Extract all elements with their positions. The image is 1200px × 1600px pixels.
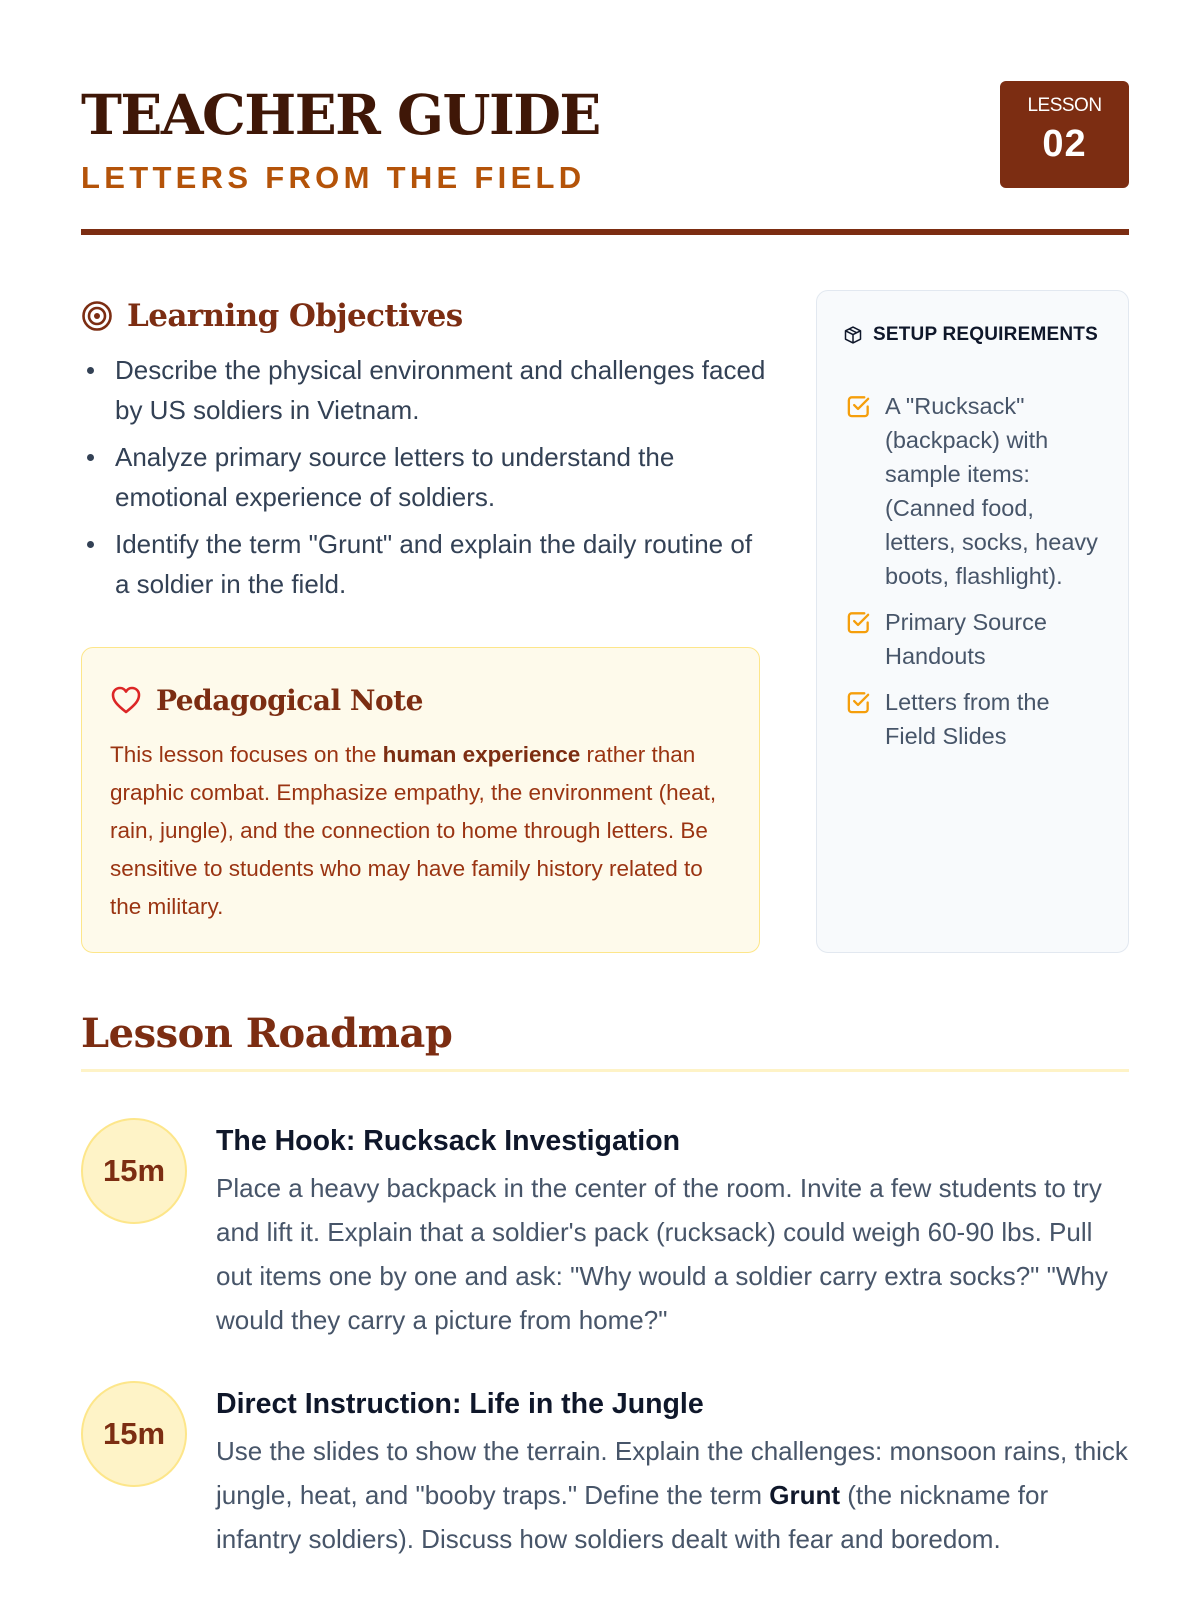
pedagogical-note-card — [81, 647, 760, 953]
step-title: The Hook: Rucksack Investigation — [216, 1125, 681, 1157]
heart-icon — [110, 684, 142, 716]
objectives-list — [81, 350, 771, 611]
setup-heading — [843, 321, 1098, 348]
target-icon — [81, 300, 113, 332]
lesson-badge — [1000, 81, 1129, 188]
step-desc-bold: Grunt — [769, 1480, 841, 1510]
page-subtitle: LETTERS FROM THE FIELD — [81, 160, 586, 195]
setup-item-text: A "Rucksack" (backpack) with sample items: (Canned food, letters, socks, heavy boots, flashlight). — [885, 393, 1098, 589]
note-text-part: rather than graphic combat. Emphasize empathy, the environment (heat, rain, jungle), and the connection to home through letters. Be sensitive to students who may have family history related to the military. — [110, 742, 717, 919]
objectives-heading — [81, 290, 463, 342]
setup-item — [845, 685, 1107, 753]
step-desc-part: (the nickname for infantry soldiers). Discuss how soldiers dealt with fear and boredom. — [216, 1480, 1049, 1554]
objective-item: Describe the physical environment and challenges faced by US soldiers in Vietnam. — [81, 350, 771, 430]
step-time-badge: 15m — [81, 1118, 187, 1224]
note-heading — [110, 680, 423, 720]
setup-list — [845, 389, 1107, 765]
step-description: Place a heavy backpack in the center of the room. Invite a few students to try and lift it. Explain that a soldier's pack (rucksack) could weigh 60-90 lbs. Pull out items one by one and ask: "Why would a soldier carry extra socks?" "Why would they carry a picture from home?" — [216, 1173, 1108, 1335]
roadmap-divider — [81, 1069, 1129, 1072]
objective-item: Analyze primary source letters to understand the emotional experience of soldiers. — [81, 437, 771, 517]
setup-item — [845, 389, 1107, 593]
step-description — [216, 1429, 1131, 1561]
roadmap-heading: Lesson Roadmap — [81, 1010, 453, 1057]
objective-item: Identify the term "Grunt" and explain the daily routine of a soldier in the field. — [81, 524, 771, 604]
note-text — [110, 736, 740, 926]
checkbox-icon — [845, 609, 872, 636]
note-text-bold: human experience — [382, 742, 581, 767]
setup-item-text: Primary Source Handouts — [885, 609, 1047, 669]
step-desc-part: Use the slides to show the terrain. Explain the challenges: monsoon rains, thick jungle, heat, and "booby traps." Define the term — [216, 1436, 1128, 1510]
checkbox-icon — [845, 689, 872, 716]
setup-item — [845, 605, 1107, 673]
header-divider — [81, 229, 1129, 235]
note-text-part: This lesson focuses on the — [110, 742, 383, 767]
lesson-label: LESSON — [1027, 95, 1102, 116]
lesson-number: 02 — [1042, 123, 1087, 165]
note-title: Pedagogical Note — [156, 683, 423, 717]
step-time-badge: 15m — [81, 1381, 187, 1487]
setup-item-text: Letters from the Field Slides — [885, 689, 1050, 749]
checkbox-icon — [845, 393, 872, 420]
setup-title: SETUP REQUIREMENTS — [873, 324, 1098, 345]
objectives-title: Learning Objectives — [127, 298, 463, 334]
page-title: TEACHER GUIDE — [81, 82, 600, 147]
setup-requirements-card — [816, 290, 1129, 953]
step-title: Direct Instruction: Life in the Jungle — [216, 1388, 704, 1420]
box-icon — [843, 325, 863, 345]
